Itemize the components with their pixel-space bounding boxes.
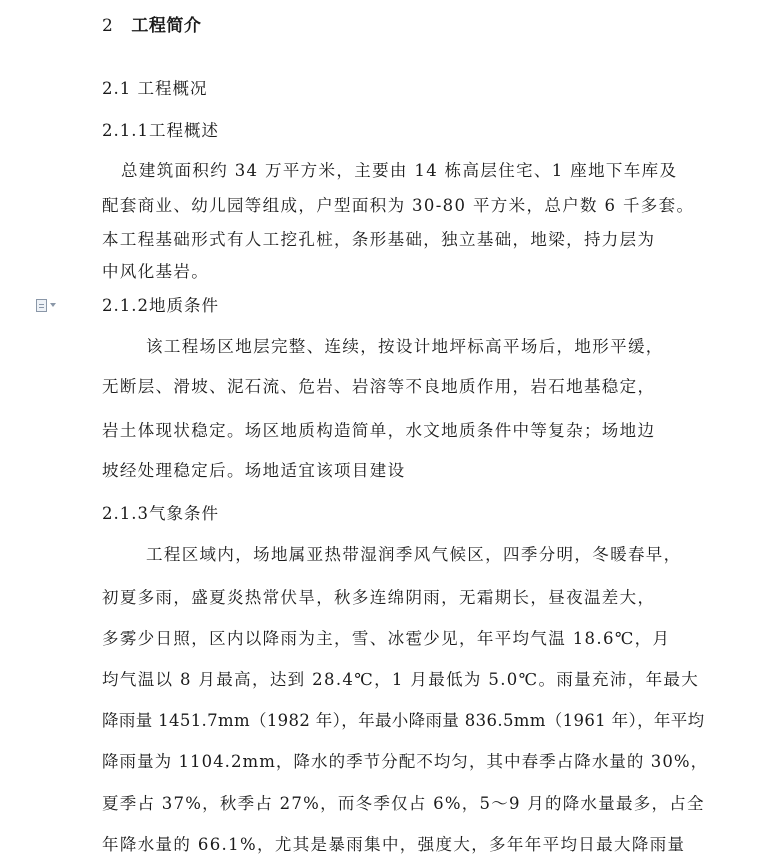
climate-line-3: 多雾少日照，区内以降雨为主，雪、冰雹少见，年平均气温 18.6℃，月 [102, 629, 671, 648]
climate-line-7: 夏季占 37%，秋季占 27%，而冬季仅占 6%，5～9 月的降水量最多，占全 [102, 794, 705, 813]
climate-line-8: 年降水量的 66.1%，尤其是暴雨集中，强度大，多年年平均日最大降雨量 [102, 835, 686, 854]
overview-line-4: 中风化基岩。 [102, 262, 210, 281]
document-icon[interactable] [36, 297, 60, 313]
geology-line-1: 该工程场区地层完整、连续，按设计地坪标高平场后，地形平缓， [146, 337, 664, 356]
overview-line-1: 总建筑面积约 34 万平方米，主要由 14 栋高层住宅、1 座地下车库及 [121, 161, 678, 180]
overview-line-2: 配套商业、幼儿园等组成，户型面积为 30-80 平方米，总户数 6 千多套。 [102, 196, 695, 215]
geology-line-3: 岩土体现状稳定。场区地质构造简单，水文地质条件中等复杂；场地边 [102, 421, 656, 440]
chevron-down-icon [50, 303, 56, 307]
climate-line-1: 工程区域内，场地属亚热带湿润季风气候区，四季分明，冬暖春早， [146, 545, 682, 564]
climate-line-2: 初夏多雨，盛夏炎热常伏旱，秋多连绵阴雨，无霜期长，昼夜温差大， [102, 588, 656, 607]
section-title: 工程简介 [131, 16, 202, 36]
geology-line-2: 无断层、滑坡、泥石流、危岩、岩溶等不良地质作用，岩石地基稳定， [102, 377, 656, 396]
climate-line-5: 降雨量 1451.7mm（1982 年），年最小降雨量 836.5mm（1961 年），年平均 [102, 711, 705, 730]
page-icon [36, 299, 47, 312]
section-heading [102, 16, 201, 36]
climate-line-4: 均气温以 8 月最高，达到 28.4℃，1 月最低为 5.0℃。雨量充沛，年最大 [102, 670, 700, 689]
subsection-heading: 2.1 工程概况 [102, 79, 208, 98]
climate-line-6: 降雨量为 1104.2mm，降水的季节分配不均匀，其中春季占降水量的 30%， [102, 752, 709, 771]
geology-line-4: 坡经处理稳定后。场地适宜该项目建设 [102, 461, 406, 480]
overview-line-3: 本工程基础形式有人工挖孔桩，条形基础，独立基础，地梁，持力层为 [102, 230, 656, 249]
climate-heading: 2.1.3气象条件 [102, 504, 219, 523]
section-number: 2 [102, 16, 114, 36]
geology-heading: 2.1.2地质条件 [102, 296, 219, 315]
overview-heading: 2.1.1工程概述 [102, 121, 219, 140]
